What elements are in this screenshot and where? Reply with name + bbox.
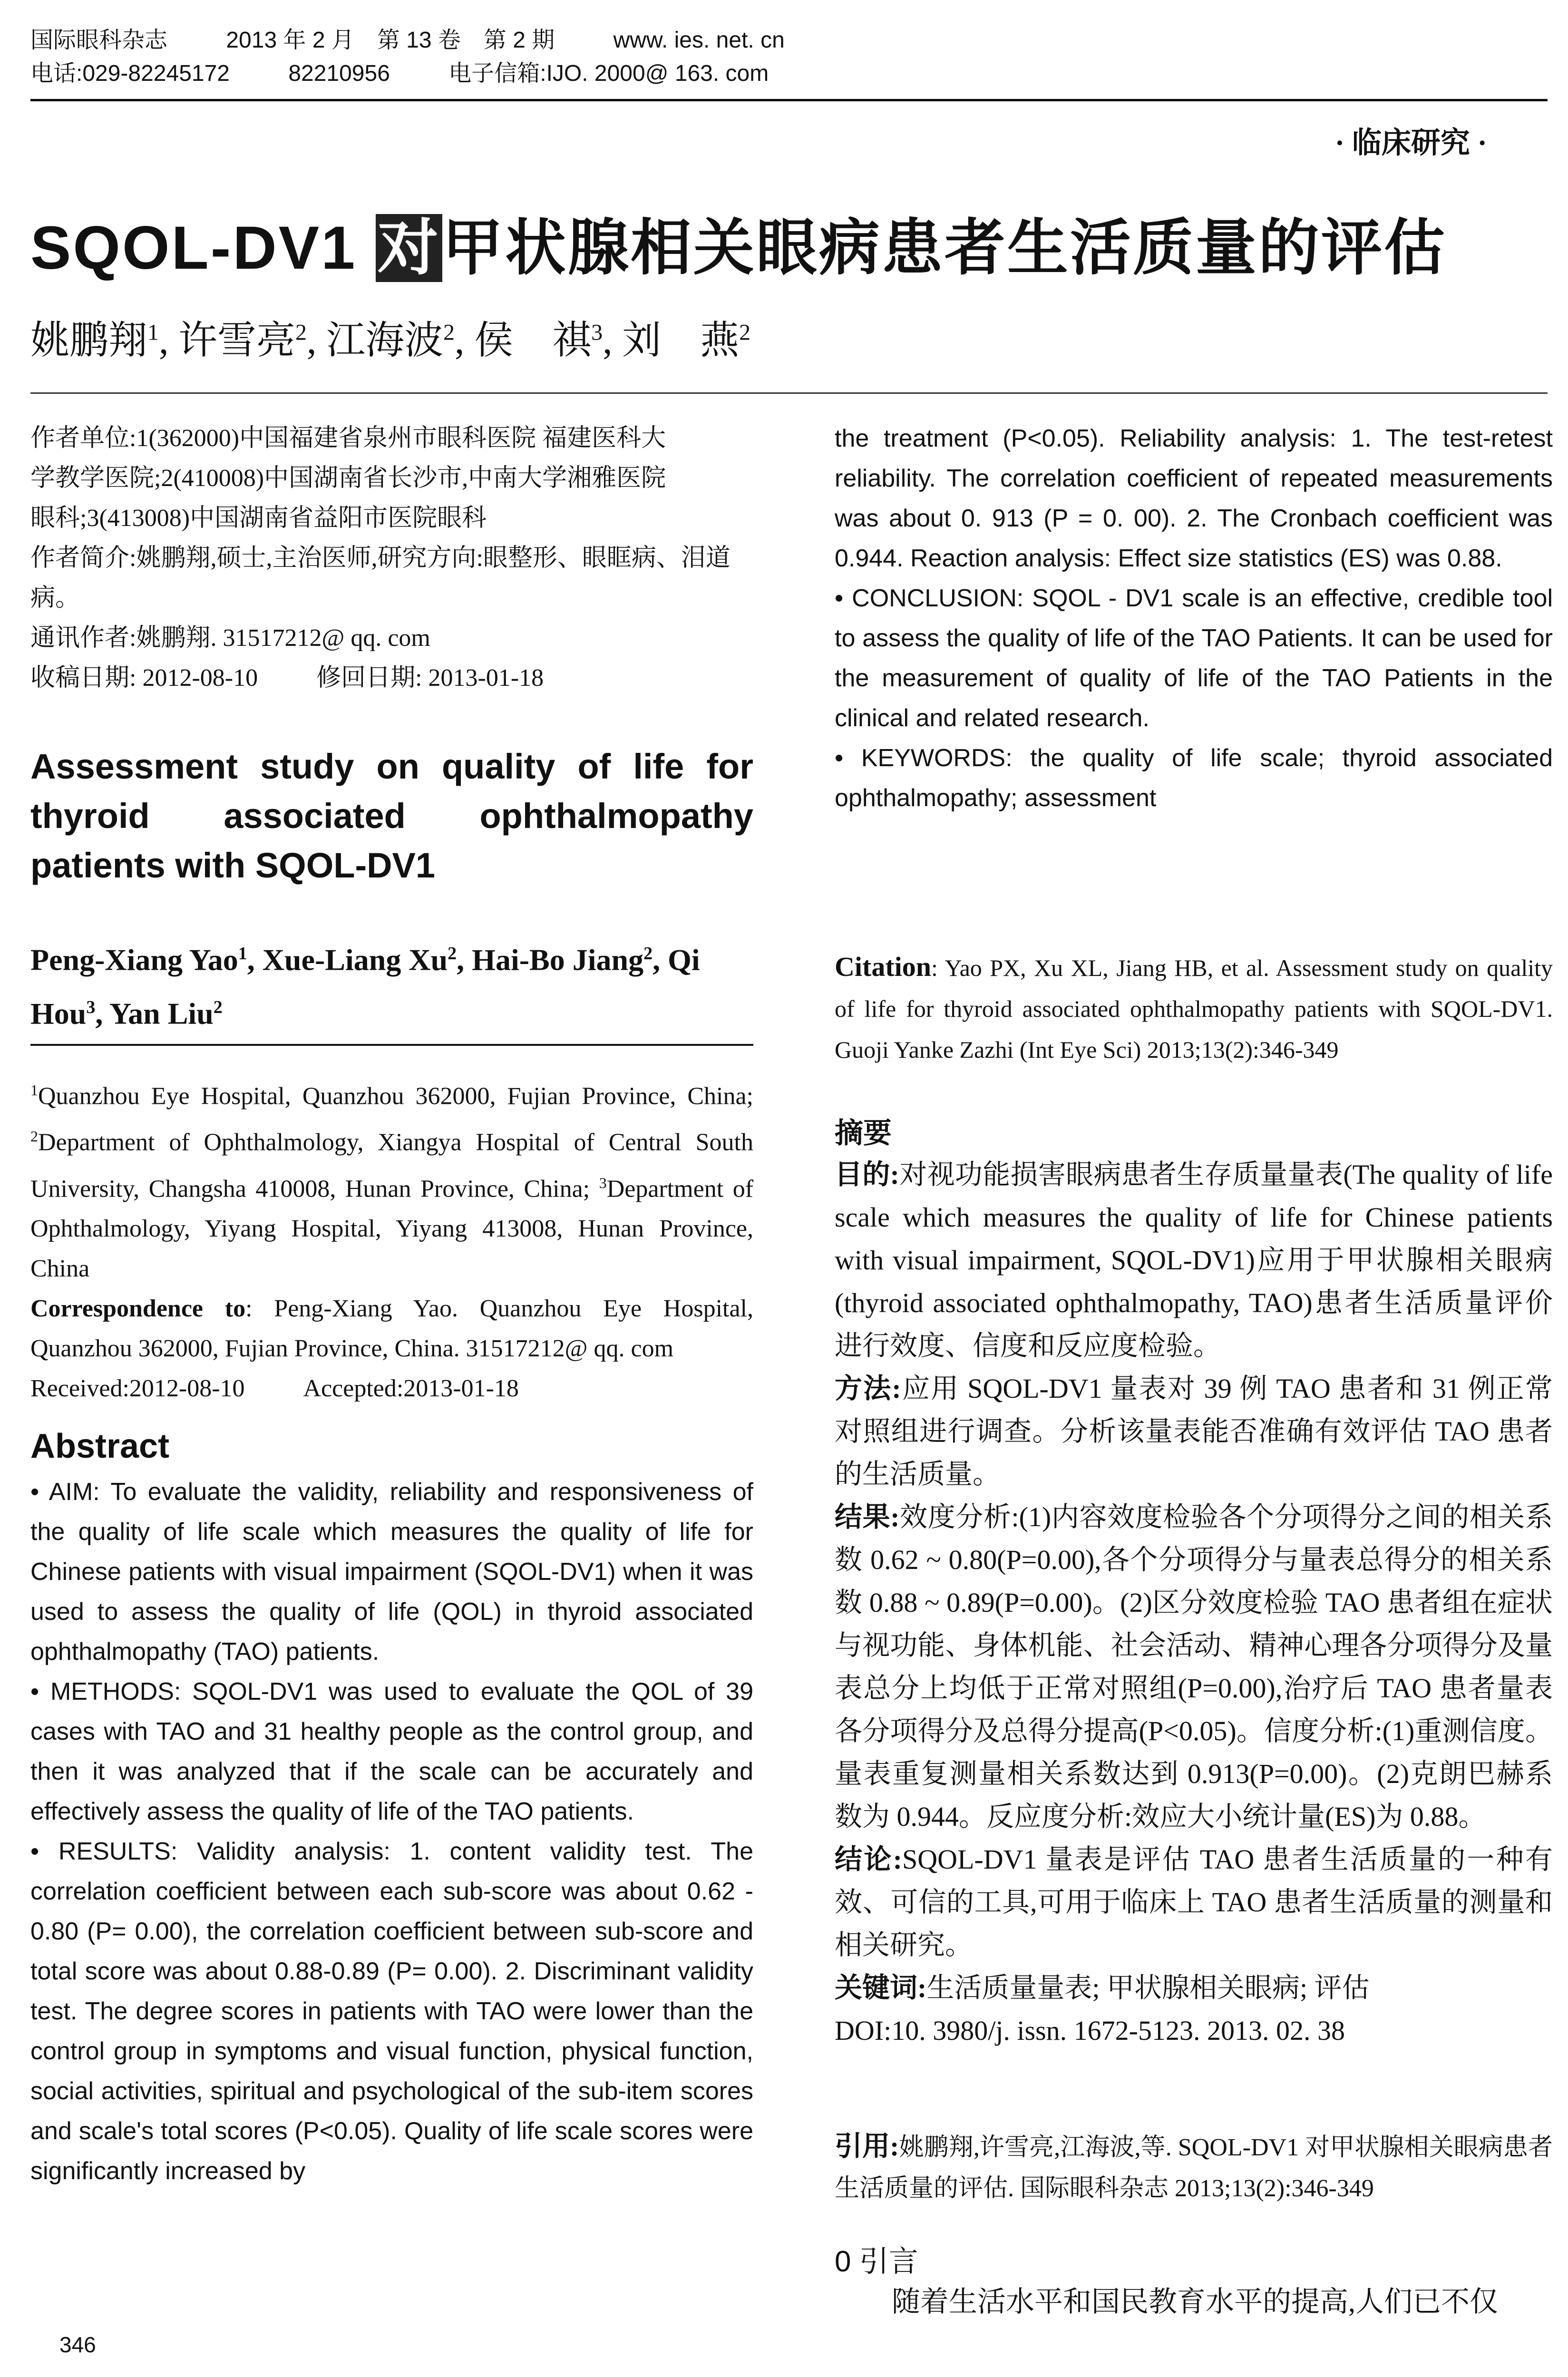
- abstract-jielun: [835, 1838, 1553, 1967]
- gjc-label: 关键词:: [835, 1972, 927, 2003]
- yinyong-label: 引用:: [835, 2131, 899, 2162]
- author-sup: 1: [147, 320, 159, 345]
- fangfa-label: 方法:: [835, 1373, 901, 1404]
- abstract-mudi: [835, 1153, 1553, 1367]
- abstract-right: [835, 419, 1553, 818]
- intro-heading: 0 引言: [835, 2245, 918, 2278]
- title-rule: [30, 392, 1548, 394]
- affiliation-3: Department of Ophthalmology, Yiyang Hospital, Yiyang 413008, Hunan Province, China: [30, 1175, 754, 1282]
- author-sup: 2: [443, 320, 455, 345]
- author-en: Hai-Bo Jiang: [472, 943, 644, 977]
- fangfa-text: 应用 SQOL-DV1 量表对 39 例 TAO 患者和 31 例正常对照组进行调查。分析该量表能否准确有效评估 TAO 患者的生活质量。: [835, 1373, 1553, 1490]
- author-sup: 2: [295, 320, 307, 345]
- affiliation-rule: [30, 1044, 753, 1046]
- journal-header: [30, 24, 1548, 90]
- jieguo-text: 效度分析:(1)内容效度检验各个分项得分之间的相关系数 0.62 ~ 0.80(P=0.00),各个分项得分与量表总得分的相关系数 0.88 ~ 0.89(P=0.00)。(2)区分效度检验 TAO 患者组在症状与视功能、身体机能、社会活动、精神心理各分项得分及量表总分上均低于正常对照组(P=0.00),治疗后 TAO 患者量表各分项得分及总得分提高(P<0.05)。信度分析:(1)重测信度。量表重复测量相关系数达到 0.913(P=0.00)。(2)克朗巴赫系数为 0.944。反应度分析:效应大小统计量(ES)为 0.88。: [835, 1501, 1553, 1832]
- citation-en: [835, 946, 1553, 1070]
- author-sup: 3: [591, 320, 603, 345]
- section-tag: · 临床研究 ·: [1334, 127, 1487, 159]
- citation-text: : Yao PX, Xu XL, Jiang HB, et al. Assessment study on quality of life for thyroid associated ophthalmopathy patients with SQOL-DV1. Guoji Yanke Zazhi (Int Eye Sci) 2013;13(2):346-349: [835, 955, 1553, 1063]
- abstract-results: • RESULTS: Validity analysis: 1. content validity test. The correlation coefficient between each sub-score was about 0.62 - 0.80 (P= 0.00), the correlation coefficient between sub-score and total score was about 0.88-0.89 (P= 0.00). 2. Discriminant validity test. The degree scores in patients with TAO were lower than the control group in symptoms and visual function, physical function, social activities, spiritual and psychological of the sub-item scores and scale's total scores (P<0.05). Quality of life scale scores were significantly increased by: [30, 1838, 753, 2185]
- journal-phone2: 82210956: [288, 61, 390, 86]
- author-en: Yan Liu: [109, 996, 214, 1031]
- author-en: Peng-Xiang Yao: [30, 943, 238, 977]
- mudi-text: 对视功能损害眼病患者生存质量量表(The quality of life scale which measures the quality of life for Chinese patients with visual impairment, SQOL-DV1)应用于甲状腺相关眼病(thyroid associated ophthalmopathy, TAO)患者生活质量评价进行效度、信度和反应度检验。: [835, 1159, 1553, 1361]
- author-sup: 3: [86, 997, 96, 1018]
- journal-phone: 电话:029-82245172: [30, 61, 230, 86]
- intro-text: 随着生活水平和国民教育水平的提高,人们已不仅: [892, 2286, 1498, 2318]
- title-part1: SQOL-DV1: [30, 214, 376, 282]
- unit-line: 学教学医院;2(410008)中国湖南省长沙市,中南大学湘雅医院: [30, 465, 666, 492]
- abstract-left: [30, 1472, 753, 2191]
- abstract-methods: • METHODS: SQOL-DV1 was used to evaluate the QOL of 39 cases with TAO and 31 healthy people as the control group, and then it was analyzed that if the scale can be accurately and effectively assess the quality of life of the TAO patients.: [30, 1678, 753, 1825]
- author-cn: 江海波: [326, 319, 444, 362]
- abstract-fangfa: [835, 1367, 1553, 1496]
- author-bio: 作者简介:姚鹏翔,硕士,主治医师,研究方向:眼整形、眼眶病、泪道病。: [30, 545, 730, 612]
- title-highlight: 对: [376, 214, 442, 282]
- english-title: Assessment study on quality of life for thyroid associated ophthalmopathy patients with SQOL-DV1: [30, 747, 753, 885]
- accepted-en: Accepted:2013-01-18: [303, 1374, 519, 1402]
- abstract-jieguo: [835, 1496, 1553, 1838]
- abstract-keywords-cn: [835, 1967, 1553, 2009]
- correspondence-text: : Peng-Xiang Yao. Quanzhou Eye Hospital, Quanzhou 362000, Fujian Province, China. 31517212@ qq. com: [30, 1295, 754, 1362]
- author-sup: 2: [448, 944, 457, 964]
- author-en: Xue-Liang Xu: [262, 943, 448, 977]
- corresponding-author: 通讯作者:姚鹏翔. 31517212@ qq. com: [30, 624, 430, 652]
- authors-cn: 姚鹏翔$^1$, 许雪亮$^2$, 江海波$^2$, 侯 祺$^3$, 刘 燕$^2$: [30, 319, 751, 362]
- journal-name: 国际眼科杂志: [30, 28, 168, 53]
- title-part2: 甲状腺相关眼病患者生活质量的评估: [442, 214, 1447, 282]
- yinyong-text: 姚鹏翔,许雪亮,江海波,等. SQOL-DV1 对甲状腺相关眼病患者生活质量的评估. 国际眼科杂志 2013;13(2):346-349: [835, 2134, 1553, 2202]
- author-cn: 侯 祺: [474, 319, 592, 362]
- abstract-results-cont: the treatment (P<0.05). Reliability analysis: 1. The test-retest reliability. The correlation coefficient of repeated measurements was about 0. 913 (P = 0. 00). 2. The Cronbach coefficient was 0.944. Reaction analysis: Effect size statistics (ES) was 0.88.: [835, 425, 1553, 572]
- jielun-label: 结论:: [835, 1844, 902, 1875]
- gjc-text: 生活质量量表; 甲状腺相关眼病; 评估: [926, 1972, 1370, 2003]
- author-sup: 2: [213, 997, 223, 1018]
- jielun-text: SQOL-DV1 量表是评估 TAO 患者生活质量的一种有效、可信的工具,可用于临床上 TAO 患者生活质量的测量和相关研究。: [835, 1844, 1553, 1960]
- author-en: Qi Hou: [30, 943, 700, 1031]
- journal-issue: 2013 年 2 月 第 13 卷 第 2 期: [226, 28, 555, 53]
- author-sup: 1: [238, 944, 247, 964]
- article-title: [30, 199, 1447, 286]
- jieguo-label: 结果:: [835, 1501, 900, 1532]
- mudi-label: 目的:: [835, 1159, 899, 1190]
- abstract-heading: Abstract: [30, 1427, 170, 1465]
- affiliations: $^1$Quanzhou Eye Hospital, Quanzhou 362000, Fujian Province, China; $^2$Department of Ophthalmology, Xiangya Hospital of Central South University, Changsha 410008, Hunan Province, China; $^3$Department of Ophthalmology, Yiyang Hospital, Yiyang 413008, Hunan Province, China Correspondence to: Peng-Xiang Yao. Quanzhou Eye Hospital, Quanzhou 362000, Fujian Province, China. 31517212@ qq. com Received:2012-08-10 Accepted:2013-01-18: [30, 1081, 754, 1402]
- citation-label: Citation: [835, 951, 931, 982]
- abstract-conclusion: • CONCLUSION: SQOL - DV1 scale is an effective, credible tool to assess the quality of life of the TAO Patients. It can be used for the measurement of quality of life of the TAO Patients in the clinical and related research.: [835, 585, 1553, 732]
- author-units: [30, 419, 753, 538]
- affiliation-1: Quanzhou Eye Hospital, Quanzhou 362000, Fujian Province, China;: [38, 1082, 753, 1110]
- received-date: 收稿日期: 2012-08-10: [30, 664, 258, 692]
- author-info: [30, 419, 753, 698]
- abstract-aim: • AIM: To evaluate the validity, reliability and responsiveness of the quality of life scale which measures the quality of life for Chinese patients with visual impairment (SQOL-DV1) when it was used to assess the quality of life (QOL) in thyroid associated ophthalmopathy (TAO) patients.: [30, 1478, 753, 1666]
- revised-date: 修回日期: 2013-01-18: [316, 664, 544, 692]
- english-authors: Peng-Xiang Yao$^1$, Xue-Liang Xu$^2$, Hai-Bo Jiang$^2$, Qi Hou$^3$, Yan Liu$^2$: [30, 943, 700, 1031]
- dates-cn: [30, 658, 753, 698]
- author-cn: 姚鹏翔: [30, 319, 148, 362]
- page-number: 346: [59, 2332, 96, 2357]
- chinese-abstract-heading: 摘要: [835, 1117, 892, 1149]
- author-sup: 2: [739, 320, 751, 345]
- chinese-abstract: [835, 1153, 1553, 2052]
- correspondence-label: Correspondence to: [30, 1295, 246, 1322]
- abstract-keywords: • KEYWORDS: the quality of life scale; thyroid associated ophthalmopathy; assessment: [835, 744, 1553, 812]
- unit-label: 作者单位:: [30, 425, 136, 452]
- author-cn: 许雪亮: [178, 319, 296, 362]
- unit-line: 眼科;3(413008)中国湖南省益阳市医院眼科: [30, 505, 487, 532]
- header-rule: [30, 99, 1548, 101]
- received-en: Received:2012-08-10: [30, 1374, 245, 1402]
- citation-cn: [835, 2126, 1553, 2209]
- doi: DOI:10. 3980/j. issn. 1672-5123. 2013. 02. 38: [835, 2015, 1345, 2046]
- author-sup: 2: [643, 944, 653, 964]
- affiliation-2: Department of Ophthalmology, Xiangya Hospital of Central South University, Changsha 410008, Hunan Province, China;: [30, 1129, 753, 1202]
- journal-url: www. ies. net. cn: [613, 28, 785, 53]
- unit-line: 1(362000)中国福建省泉州市眼科医院 福建医科大: [136, 425, 666, 452]
- journal-email: 电子信箱:IJO. 2000@ 163. com: [448, 61, 769, 86]
- author-cn: 刘 燕: [622, 319, 740, 362]
